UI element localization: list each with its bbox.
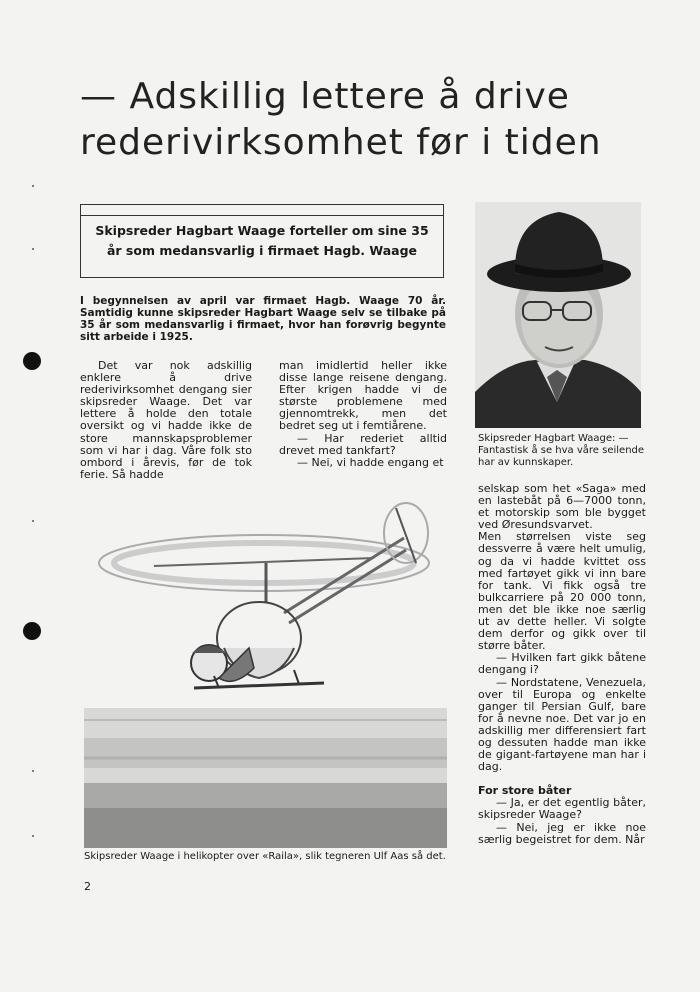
paragraph: — Nei, vi hadde engang et [297, 455, 444, 469]
paragraph: — Ja, er det egentlig båter, skipsreder Waage? [478, 796, 646, 822]
lead-paragraph: I begynnelsen av april var firmaet Hagb. Waage 70 år. Samtidig kunne skipsreder Hagbart Waage selv se tilbake på 35 år som medansvarlig i firmaet, hvor han forøvrig begynte sitt arbeide i 1925. [80, 295, 446, 343]
text-column-2 [279, 360, 447, 469]
subtitle-box [80, 204, 444, 278]
paragraph: — Hvilken fart gikk båtene dengang i? [478, 651, 646, 677]
helicopter-illustration [84, 488, 447, 848]
subheading: For store båter [478, 784, 572, 798]
text-column-1 [80, 360, 252, 481]
paragraph: Det var nok adskillig enklere å drive rederivirksomhet dengang sier skipsreder Waage. Det var lettere å holde den totale oversikt og vi hadde ikke de store mannskapsproblemer som vi har i dag. Våre folk sto ombord i årevis, før de tok ferie. Så hadde [80, 359, 252, 481]
binder-hole-lower [23, 622, 41, 640]
portrait-illustration [475, 202, 641, 428]
margin-mark [32, 185, 34, 187]
margin-mark [32, 770, 34, 772]
helicopter-drawing [84, 488, 447, 848]
paragraph: Men størrelsen viste seg dessverre å være helt umulig, og da vi hadde kvittet oss med fartøyet gikk vi inn bare for tank. Vi fikk også tre bulkcarriere på 20 000 tonn, men det ble ikke noe særlig ut av dette heller. Vi solgte dem derfor og gikk over til større båter. [478, 530, 646, 653]
margin-mark [32, 835, 34, 837]
photo-caption: Skipsreder Hagbart Waage: — Fantastisk å se hva våre seilende har av kunnskaper. [478, 433, 645, 468]
page-number: 2 [84, 880, 91, 893]
paragraph: — Nei, jeg er ikke noe særlig begeistret for dem. Når [478, 820, 646, 846]
paragraph: man imidlertid heller ikke disse lange reisene dengang. Efter krigen hadde vi de største problemene med gjennomtrekk, men det bedret seg ut i femtiårene. [279, 359, 447, 433]
portrait-photo [475, 202, 641, 428]
paragraph: — Nordstatene, Venezuela, over til Europa og enkelte ganger til Persian Gulf, bare for å nevne noe. Det var jo en adskillig mer differensiert fart og dessuten hadde man ikke de gigant-fartøyene man har i dag. [478, 675, 646, 774]
margin-mark [32, 248, 34, 250]
article-title: — Adskillig lettere å drive rederivirksomhet før i tiden [80, 76, 602, 163]
binder-hole-upper [23, 352, 41, 370]
text-column-3 [478, 483, 646, 846]
paragraph: selskap som het «Saga» med en lastebåt på 6—7000 tonn, et motorskip som ble bygget ved Øresundsvarvet. [478, 482, 646, 532]
illustration-caption: Skipsreder Waage i helikopter over «Raila», slik tegneren Ulf Aas så det. [84, 851, 446, 862]
article-subtitle: Skipsreder Hagbart Waage forteller om sine 35 år som medansvarlig i firmaet Hagb. Waage [95, 223, 429, 258]
paragraph: — Har rederiet alltid drevet med tankfart? [279, 431, 447, 457]
margin-mark [32, 520, 34, 522]
